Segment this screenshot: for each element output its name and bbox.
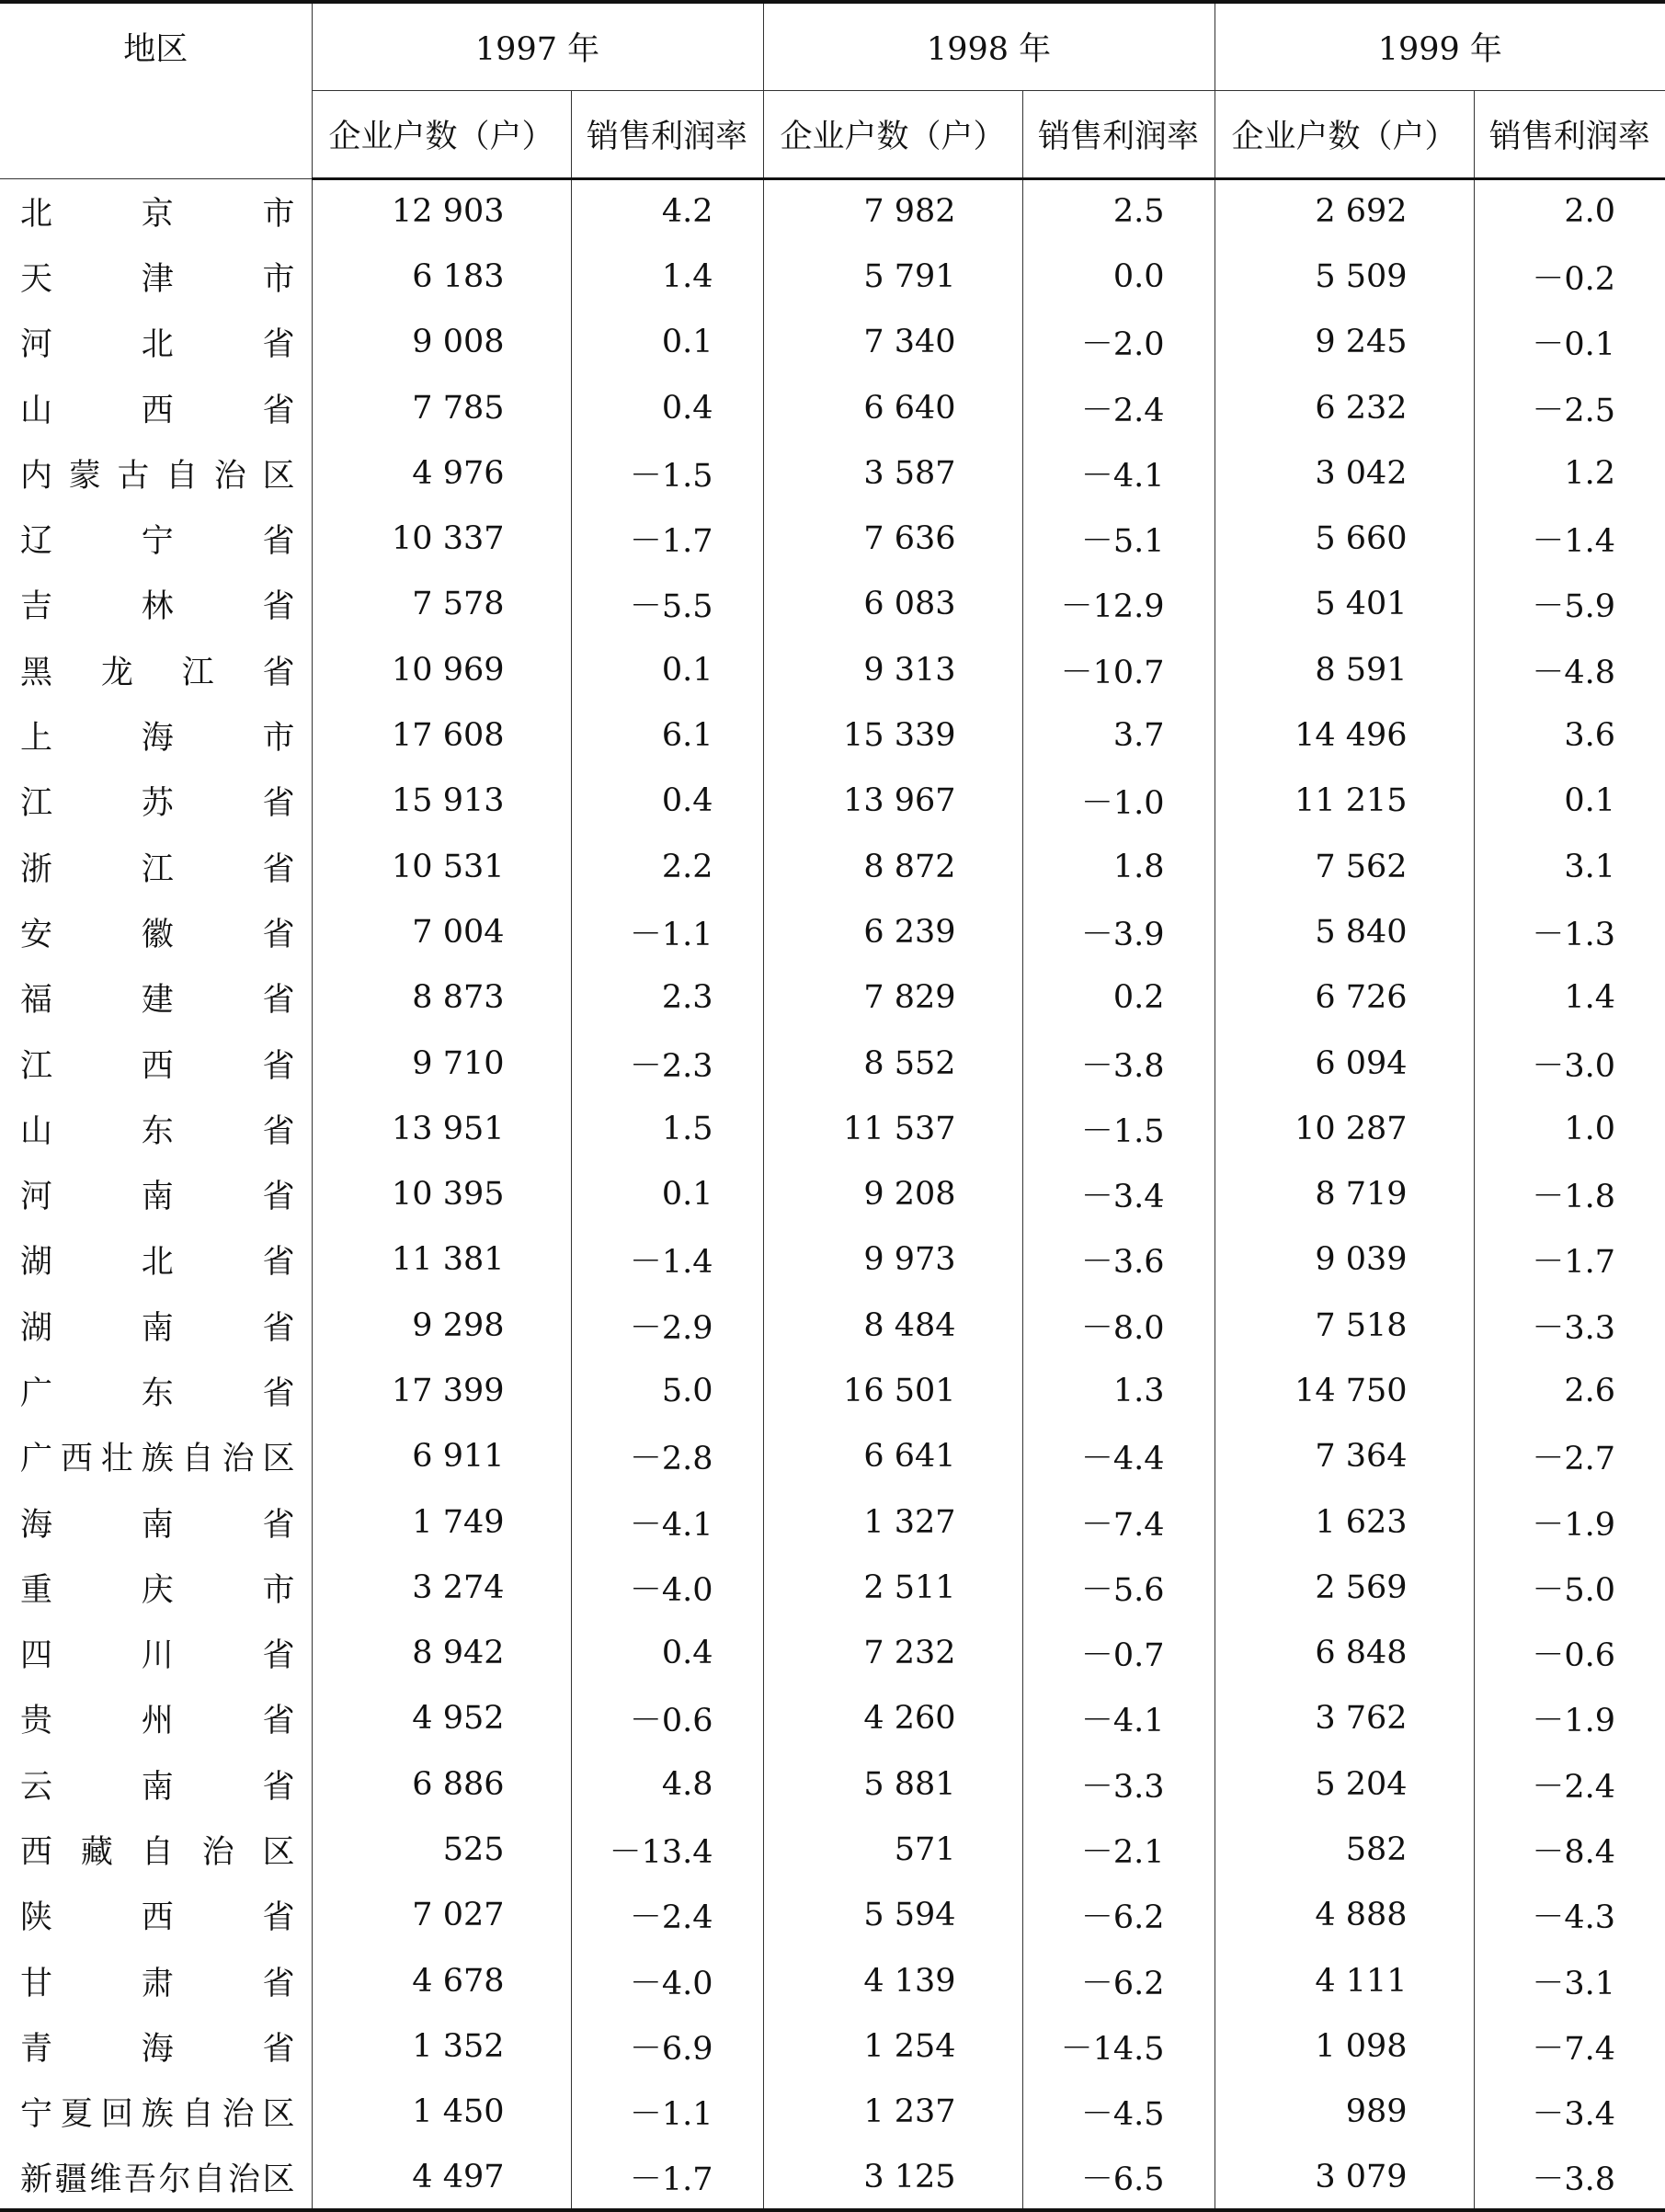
rate-header-1999: 销售利润率 <box>1474 90 1665 178</box>
rate-cell: －1.9 <box>1474 1686 1665 1751</box>
count-cell: 4 139 <box>763 1948 1022 2013</box>
rate-cell: －3.3 <box>1022 1751 1215 1817</box>
count-cell: 10 531 <box>312 834 571 899</box>
count-cell: 6 726 <box>1215 965 1474 1031</box>
region-name: 贵 州 省 <box>20 1703 295 1740</box>
rate-header-1997: 销售利润率 <box>571 90 763 178</box>
region-name: 江 西 省 <box>20 1047 295 1085</box>
region-name: 黑 龙 江 省 <box>20 654 295 691</box>
region-cell <box>0 702 312 768</box>
rate-cell: －3.0 <box>1474 1031 1665 1096</box>
rate-cell: 3.7 <box>1022 702 1215 768</box>
region-cell <box>0 769 312 834</box>
rate-cell: －8.4 <box>1474 1817 1665 1882</box>
region-name: 内 蒙 古 自 治 区 <box>20 457 295 495</box>
rate-cell: 3.6 <box>1474 702 1665 768</box>
rate-cell: 4.2 <box>571 178 763 244</box>
count-cell: 16 501 <box>763 1358 1022 1423</box>
count-cell: 2 511 <box>763 1555 1022 1620</box>
rate-cell: －3.9 <box>1022 899 1215 964</box>
count-cell: 7 518 <box>1215 1293 1474 1358</box>
year-header-1998: 1998 年 <box>763 2 1215 90</box>
count-cell: 989 <box>1215 2080 1474 2145</box>
rate-cell: －3.6 <box>1022 1227 1215 1293</box>
region-name: 河 南 省 <box>20 1179 295 1216</box>
count-cell: 1 237 <box>763 2080 1022 2145</box>
rate-cell: 0.1 <box>571 1161 763 1226</box>
table-row <box>0 1817 1665 1882</box>
region-cell <box>0 637 312 702</box>
rate-cell: －6.2 <box>1022 1883 1215 1948</box>
rate-cell: －4.4 <box>1022 1424 1215 1489</box>
region-cell <box>0 1751 312 1817</box>
region-name: 广 东 省 <box>20 1374 295 1412</box>
table-row <box>0 1686 1665 1751</box>
count-cell: 4 976 <box>312 440 571 506</box>
count-cell: 6 094 <box>1215 1031 1474 1096</box>
count-cell: 8 484 <box>763 1293 1022 1358</box>
rate-cell: －0.7 <box>1022 1621 1215 1686</box>
count-cell: 11 537 <box>763 1096 1022 1161</box>
count-cell: 6 641 <box>763 1424 1022 1489</box>
count-cell: 10 337 <box>312 506 571 571</box>
region-name: 广 西 壮 族 自 治 区 <box>20 1441 295 1478</box>
rate-cell: －13.4 <box>571 1817 763 1882</box>
count-cell: 6 239 <box>763 899 1022 964</box>
region-cell <box>0 244 312 309</box>
rate-cell: 1.8 <box>1022 834 1215 899</box>
count-header-1997: 企业户数（户） <box>312 90 571 178</box>
count-header-1998: 企业户数（户） <box>763 90 1022 178</box>
count-cell: 6 886 <box>312 1751 571 1817</box>
count-cell: 11 215 <box>1215 769 1474 834</box>
count-cell: 7 027 <box>312 1883 571 1948</box>
count-cell: 12 903 <box>312 178 571 244</box>
region-name: 山 东 省 <box>20 1112 295 1150</box>
rate-cell: 0.4 <box>571 769 763 834</box>
region-cell <box>0 2080 312 2145</box>
region-name: 四 川 省 <box>20 1637 295 1675</box>
region-name: 辽 宁 省 <box>20 523 295 561</box>
table-row <box>0 637 1665 702</box>
rate-cell: 3.1 <box>1474 834 1665 899</box>
count-cell: 9 710 <box>312 1031 571 1096</box>
count-cell: 7 578 <box>312 572 571 637</box>
rate-cell: －2.4 <box>1022 375 1215 440</box>
count-cell: 4 952 <box>312 1686 571 1751</box>
region-cell <box>0 1489 312 1555</box>
count-cell: 3 587 <box>763 440 1022 506</box>
count-cell: 5 840 <box>1215 899 1474 964</box>
count-cell: 1 623 <box>1215 1489 1474 1555</box>
rate-cell: 2.5 <box>1022 178 1215 244</box>
count-cell: 8 872 <box>763 834 1022 899</box>
rate-cell: －8.0 <box>1022 1293 1215 1358</box>
count-cell: 9 298 <box>312 1293 571 1358</box>
rate-cell: －4.1 <box>1022 1686 1215 1751</box>
rate-cell: －2.1 <box>1022 1817 1215 1882</box>
region-name: 河 北 省 <box>20 326 295 364</box>
region-name: 青 海 省 <box>20 2030 295 2068</box>
table-row <box>0 899 1665 964</box>
rate-cell: －4.0 <box>571 1555 763 1620</box>
rate-cell: 0.1 <box>1474 769 1665 834</box>
count-cell: 9 039 <box>1215 1227 1474 1293</box>
region-cell <box>0 1817 312 1882</box>
table-row <box>0 1293 1665 1358</box>
rate-cell: 1.4 <box>571 244 763 309</box>
rate-cell: －2.4 <box>1474 1751 1665 1817</box>
count-cell: 7 232 <box>763 1621 1022 1686</box>
count-cell: 4 678 <box>312 1948 571 2013</box>
rate-cell: 1.3 <box>1022 1358 1215 1423</box>
table-row <box>0 1948 1665 2013</box>
rate-cell: 1.2 <box>1474 440 1665 506</box>
rate-cell: －5.9 <box>1474 572 1665 637</box>
rate-cell: －3.4 <box>1474 2080 1665 2145</box>
count-cell: 8 552 <box>763 1031 1022 1096</box>
count-cell: 5 204 <box>1215 1751 1474 1817</box>
count-cell: 15 339 <box>763 702 1022 768</box>
region-cell <box>0 2145 312 2210</box>
table-row <box>0 244 1665 309</box>
region-name: 江 苏 省 <box>20 785 295 823</box>
rate-cell: －12.9 <box>1022 572 1215 637</box>
rate-cell: －3.1 <box>1474 1948 1665 2013</box>
region-cell <box>0 1293 312 1358</box>
table-header <box>0 2 1665 178</box>
count-cell: 2 692 <box>1215 178 1474 244</box>
table-row <box>0 1096 1665 1161</box>
rate-cell: 4.8 <box>571 1751 763 1817</box>
year-header-1999: 1999 年 <box>1215 2 1665 90</box>
rate-cell: －2.7 <box>1474 1424 1665 1489</box>
rate-cell: －2.0 <box>1022 310 1215 375</box>
count-cell: 6 183 <box>312 244 571 309</box>
count-cell: 17 608 <box>312 702 571 768</box>
count-cell: 4 497 <box>312 2145 571 2210</box>
rate-cell: －2.9 <box>571 1293 763 1358</box>
region-cell <box>0 1096 312 1161</box>
rate-cell: 2.6 <box>1474 1358 1665 1423</box>
count-cell: 6 640 <box>763 375 1022 440</box>
count-cell: 7 982 <box>763 178 1022 244</box>
rate-cell: －1.7 <box>571 506 763 571</box>
count-cell: 9 008 <box>312 310 571 375</box>
rate-cell: －4.3 <box>1474 1883 1665 1948</box>
rate-cell: －4.5 <box>1022 2080 1215 2145</box>
region-cell <box>0 1424 312 1489</box>
count-cell: 13 951 <box>312 1096 571 1161</box>
count-cell: 13 967 <box>763 769 1022 834</box>
rate-cell: －1.5 <box>1022 1096 1215 1161</box>
rate-cell: －0.2 <box>1474 244 1665 309</box>
rate-cell: －1.5 <box>571 440 763 506</box>
rate-cell: －4.1 <box>1022 440 1215 506</box>
region-cell <box>0 1161 312 1226</box>
count-header-1999: 企业户数（户） <box>1215 90 1474 178</box>
count-cell: 9 973 <box>763 1227 1022 1293</box>
count-cell: 7 562 <box>1215 834 1474 899</box>
rate-cell: －6.2 <box>1022 1948 1215 2013</box>
table-row <box>0 1424 1665 1489</box>
region-name: 重 庆 市 <box>20 1571 295 1609</box>
count-cell: 1 327 <box>763 1489 1022 1555</box>
count-cell: 3 274 <box>312 1555 571 1620</box>
count-cell: 9 208 <box>763 1161 1022 1226</box>
table-row <box>0 1161 1665 1226</box>
count-cell: 525 <box>312 1817 571 1882</box>
table-row <box>0 965 1665 1031</box>
rate-cell: 0.4 <box>571 1621 763 1686</box>
count-cell: 10 287 <box>1215 1096 1474 1161</box>
rate-cell: －6.9 <box>571 2013 763 2079</box>
region-cell <box>0 1358 312 1423</box>
count-cell: 14 750 <box>1215 1358 1474 1423</box>
count-cell: 7 004 <box>312 899 571 964</box>
region-name: 云 南 省 <box>20 1768 295 1806</box>
rate-cell: －7.4 <box>1474 2013 1665 2079</box>
region-cell <box>0 899 312 964</box>
region-cell <box>0 1948 312 2013</box>
region-name: 北 京 市 <box>20 195 295 233</box>
rate-cell: －2.4 <box>571 1883 763 1948</box>
region-name: 宁 夏 回 族 自 治 区 <box>20 2096 295 2134</box>
rate-cell: －1.9 <box>1474 1489 1665 1555</box>
table-row <box>0 702 1665 768</box>
rate-cell: －3.4 <box>1022 1161 1215 1226</box>
region-cell <box>0 572 312 637</box>
count-cell: 2 569 <box>1215 1555 1474 1620</box>
count-cell: 9 245 <box>1215 310 1474 375</box>
rate-cell: 1.4 <box>1474 965 1665 1031</box>
region-name: 新 疆 维 吾 尔 自 治 区 <box>20 2161 295 2198</box>
count-cell: 8 942 <box>312 1621 571 1686</box>
count-cell: 571 <box>763 1817 1022 1882</box>
rate-cell: 2.2 <box>571 834 763 899</box>
table-row <box>0 1489 1665 1555</box>
region-name: 上 海 市 <box>20 720 295 758</box>
region-name: 天 津 市 <box>20 260 295 298</box>
count-cell: 5 660 <box>1215 506 1474 571</box>
rate-cell: －5.0 <box>1474 1555 1665 1620</box>
count-cell: 10 969 <box>312 637 571 702</box>
rate-cell: －7.4 <box>1022 1489 1215 1555</box>
table-row <box>0 1555 1665 1620</box>
region-name: 吉 林 省 <box>20 588 295 626</box>
count-cell: 8 719 <box>1215 1161 1474 1226</box>
count-cell: 8 873 <box>312 965 571 1031</box>
region-cell <box>0 506 312 571</box>
count-cell: 582 <box>1215 1817 1474 1882</box>
region-name: 安 徽 省 <box>20 916 295 953</box>
table-row <box>0 178 1665 244</box>
rate-cell: 0.0 <box>1022 244 1215 309</box>
rate-cell: －2.8 <box>571 1424 763 1489</box>
count-cell: 7 829 <box>763 965 1022 1031</box>
rate-cell: 0.1 <box>571 310 763 375</box>
rate-cell: 6.1 <box>571 702 763 768</box>
table-row <box>0 2080 1665 2145</box>
rate-cell: －1.7 <box>1474 1227 1665 1293</box>
rate-cell: －3.8 <box>1474 2145 1665 2210</box>
region-cell <box>0 965 312 1031</box>
region-name: 湖 北 省 <box>20 1244 295 1282</box>
count-cell: 1 450 <box>312 2080 571 2145</box>
count-cell: 8 591 <box>1215 637 1474 702</box>
count-cell: 6 911 <box>312 1424 571 1489</box>
rate-cell: －1.0 <box>1022 769 1215 834</box>
count-cell: 4 260 <box>763 1686 1022 1751</box>
rate-cell: －14.5 <box>1022 2013 1215 2079</box>
region-name: 陕 西 省 <box>20 1899 295 1937</box>
count-cell: 3 042 <box>1215 440 1474 506</box>
rate-cell: 2.0 <box>1474 178 1665 244</box>
count-cell: 1 254 <box>763 2013 1022 2079</box>
table-row <box>0 1621 1665 1686</box>
count-cell: 7 636 <box>763 506 1022 571</box>
table-row <box>0 834 1665 899</box>
rate-header-1998: 销售利润率 <box>1022 90 1215 178</box>
table-row <box>0 1227 1665 1293</box>
rate-cell: －2.5 <box>1474 375 1665 440</box>
count-cell: 6 083 <box>763 572 1022 637</box>
rate-cell: －1.7 <box>571 2145 763 2210</box>
table-row <box>0 506 1665 571</box>
rate-cell: 1.0 <box>1474 1096 1665 1161</box>
count-cell: 9 313 <box>763 637 1022 702</box>
rate-cell: －10.7 <box>1022 637 1215 702</box>
table-row <box>0 440 1665 506</box>
table-row <box>0 1883 1665 1948</box>
count-cell: 5 881 <box>763 1751 1022 1817</box>
rate-cell: －0.6 <box>1474 1621 1665 1686</box>
rate-cell: －3.8 <box>1022 1031 1215 1096</box>
rate-cell: －4.0 <box>571 1948 763 2013</box>
count-cell: 5 401 <box>1215 572 1474 637</box>
rate-cell: 2.3 <box>571 965 763 1031</box>
rate-cell: －1.1 <box>571 899 763 964</box>
count-cell: 10 395 <box>312 1161 571 1226</box>
region-cell <box>0 178 312 244</box>
count-cell: 7 340 <box>763 310 1022 375</box>
table-row <box>0 310 1665 375</box>
table-row <box>0 1031 1665 1096</box>
rate-cell: －1.4 <box>1474 506 1665 571</box>
rate-cell: －0.1 <box>1474 310 1665 375</box>
region-name: 浙 江 省 <box>20 850 295 888</box>
region-name: 甘 肃 省 <box>20 1965 295 2002</box>
region-cell <box>0 834 312 899</box>
region-cell <box>0 1883 312 1948</box>
region-name: 海 南 省 <box>20 1506 295 1544</box>
count-cell: 3 079 <box>1215 2145 1474 2210</box>
region-name: 西 藏 自 治 区 <box>20 1834 295 1872</box>
count-cell: 3 125 <box>763 2145 1022 2210</box>
count-cell: 15 913 <box>312 769 571 834</box>
table-body <box>0 178 1665 2210</box>
region-cell <box>0 375 312 440</box>
rate-cell: 0.1 <box>571 637 763 702</box>
table-row <box>0 1751 1665 1817</box>
table-row <box>0 572 1665 637</box>
region-cell <box>0 1686 312 1751</box>
table-row <box>0 1358 1665 1423</box>
rate-cell: －3.3 <box>1474 1293 1665 1358</box>
rate-cell: －5.5 <box>571 572 763 637</box>
count-cell: 4 888 <box>1215 1883 1474 1948</box>
region-cell <box>0 440 312 506</box>
rate-cell: －1.3 <box>1474 899 1665 964</box>
count-cell: 5 791 <box>763 244 1022 309</box>
count-cell: 6 232 <box>1215 375 1474 440</box>
region-name: 福 建 省 <box>20 982 295 1020</box>
region-cell <box>0 2013 312 2079</box>
rate-cell: －5.6 <box>1022 1555 1215 1620</box>
region-cell <box>0 310 312 375</box>
year-header-1997: 1997 年 <box>312 2 763 90</box>
rate-cell: －6.5 <box>1022 2145 1215 2210</box>
rate-cell: －0.6 <box>571 1686 763 1751</box>
rate-cell: －2.3 <box>571 1031 763 1096</box>
region-cell <box>0 1031 312 1096</box>
count-cell: 1 749 <box>312 1489 571 1555</box>
rate-cell: －5.1 <box>1022 506 1215 571</box>
region-cell <box>0 1555 312 1620</box>
rate-cell: 5.0 <box>571 1358 763 1423</box>
rate-cell: 0.4 <box>571 375 763 440</box>
count-cell: 6 848 <box>1215 1621 1474 1686</box>
rate-cell: 0.2 <box>1022 965 1215 1031</box>
region-cell <box>0 1621 312 1686</box>
count-cell: 14 496 <box>1215 702 1474 768</box>
count-cell: 17 399 <box>312 1358 571 1423</box>
rate-cell: －1.8 <box>1474 1161 1665 1226</box>
rate-cell: 1.5 <box>571 1096 763 1161</box>
rate-cell: －4.1 <box>571 1489 763 1555</box>
rate-cell: －1.1 <box>571 2080 763 2145</box>
region-name: 山 西 省 <box>20 392 295 429</box>
table-row <box>0 2145 1665 2210</box>
count-cell: 3 762 <box>1215 1686 1474 1751</box>
count-cell: 1 352 <box>312 2013 571 2079</box>
rate-cell: －1.4 <box>571 1227 763 1293</box>
count-cell: 7 364 <box>1215 1424 1474 1489</box>
count-cell: 11 381 <box>312 1227 571 1293</box>
rate-cell: －4.8 <box>1474 637 1665 702</box>
count-cell: 5 509 <box>1215 244 1474 309</box>
region-name: 湖 南 省 <box>20 1309 295 1347</box>
region-cell <box>0 1227 312 1293</box>
region-header: 地区 <box>0 2 312 178</box>
table-row <box>0 375 1665 440</box>
count-cell: 5 594 <box>763 1883 1022 1948</box>
count-cell: 7 785 <box>312 375 571 440</box>
table-row <box>0 2013 1665 2079</box>
count-cell: 4 111 <box>1215 1948 1474 2013</box>
table-row <box>0 769 1665 834</box>
count-cell: 1 098 <box>1215 2013 1474 2079</box>
